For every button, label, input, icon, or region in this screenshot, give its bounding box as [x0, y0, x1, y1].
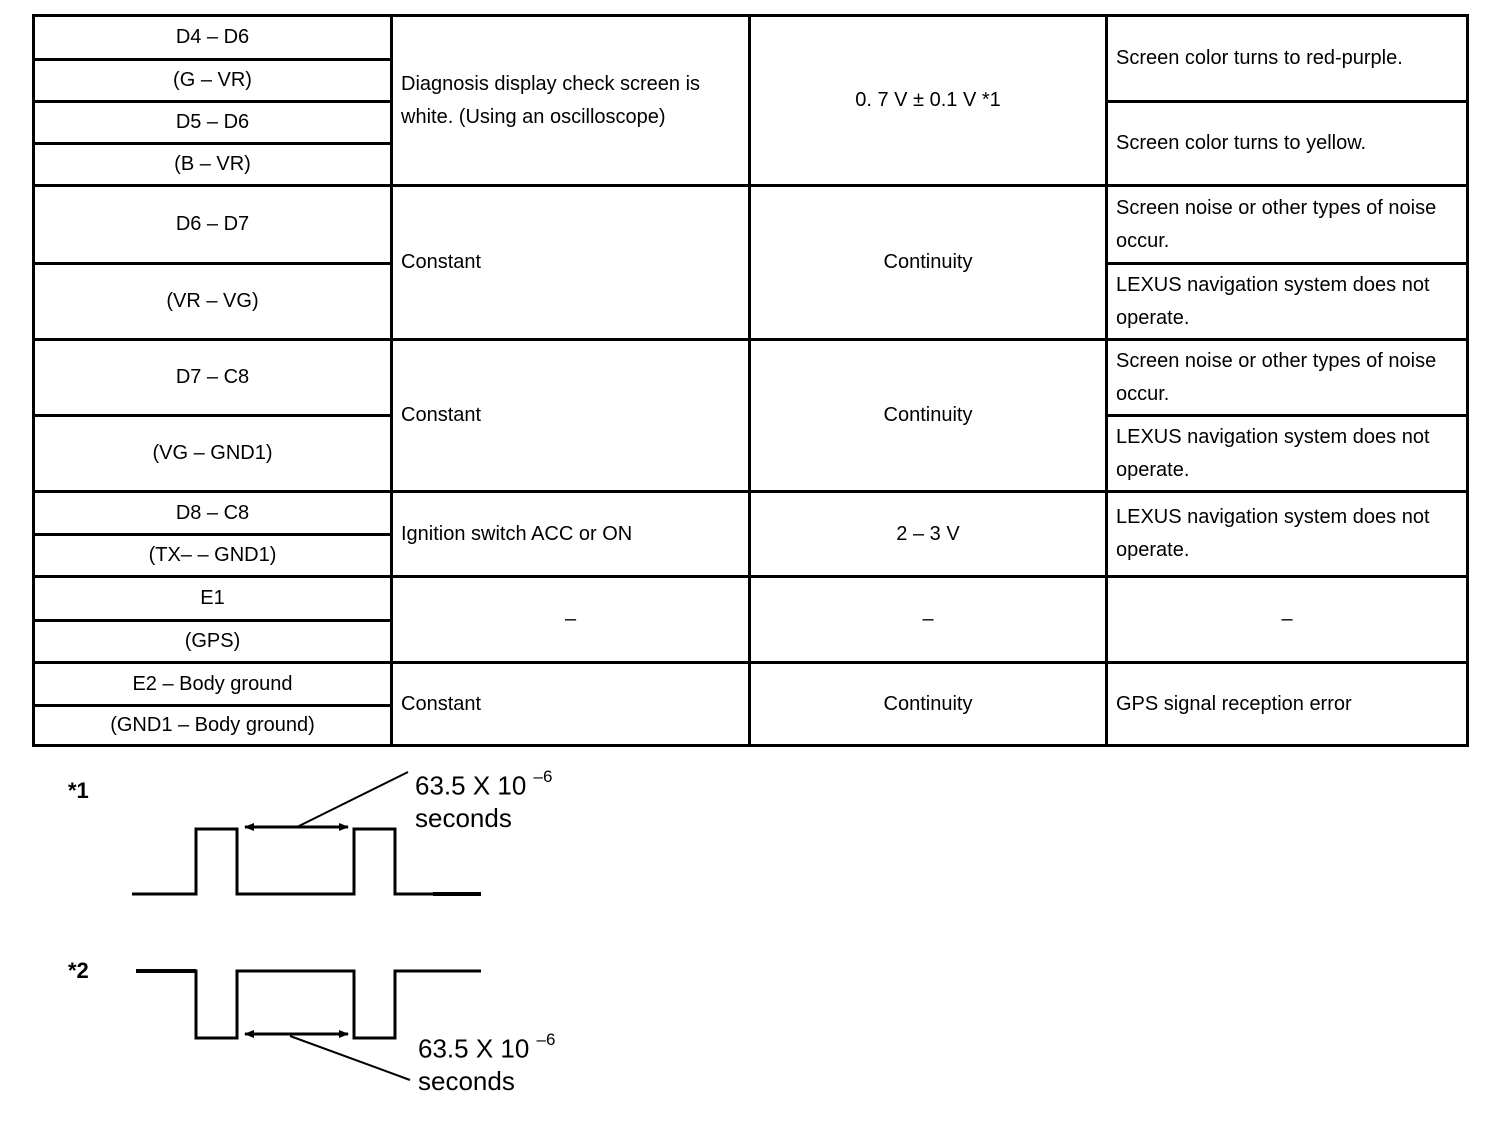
period-exponent: –6 — [536, 1030, 556, 1049]
terminal-cell: D7 – C8 — [34, 340, 392, 416]
terminal-cell: (G – VR) — [34, 60, 392, 102]
leader-line — [290, 1036, 410, 1080]
terminal-cell: D4 – D6 — [34, 16, 392, 60]
period-unit: seconds — [415, 802, 512, 833]
symptom-cell: GPS signal reception error — [1107, 663, 1468, 746]
terminal-cell: (VG – GND1) — [34, 416, 392, 492]
symptom-cell: – — [1107, 577, 1468, 663]
period-value: 63.5 X 10 — [415, 770, 527, 801]
terminal-cell: (TX– – GND1) — [34, 535, 392, 577]
specification-cell: Continuity — [750, 186, 1107, 340]
leader-line — [297, 772, 408, 827]
condition-cell: Ignition switch ACC or ON — [392, 492, 750, 577]
terminal-cell: (GND1 – Body ground) — [34, 706, 392, 746]
footnote-label-2: *2 — [68, 958, 89, 983]
terminal-cell: (GPS) — [34, 621, 392, 663]
specification-cell: Continuity — [750, 663, 1107, 746]
terminal-cell: D5 – D6 — [34, 102, 392, 144]
footnote-label-1: *1 — [68, 778, 89, 803]
period-annotation-2 — [418, 1027, 555, 1097]
terminal-cell: (B – VR) — [34, 144, 392, 186]
symptom-cell: LEXUS navigation system does not operate. — [1107, 416, 1468, 492]
specification-cell: 2 – 3 V — [750, 492, 1107, 577]
symptom-cell: LEXUS navigation system does not operate. — [1107, 264, 1468, 340]
terminal-cell: (VR – VG) — [34, 264, 392, 340]
period-exponent: –6 — [533, 767, 553, 786]
symptom-cell: Screen noise or other types of noise occur. — [1107, 340, 1468, 416]
period-value: 63.5 X 10 — [418, 1033, 530, 1064]
symptom-cell: Screen color turns to red-purple. — [1107, 16, 1468, 102]
pulse-signal-line — [132, 829, 433, 894]
specification-cell: 0. 7 V ± 0.1 V *1 — [750, 16, 1107, 186]
symptom-cell: LEXUS navigation system does not operate. — [1107, 492, 1468, 577]
symptom-cell: Screen color turns to yellow. — [1107, 102, 1468, 186]
terminal-cell: D6 – D7 — [34, 186, 392, 264]
terminal-cell: E1 — [34, 577, 392, 621]
condition-cell: Constant — [392, 340, 750, 492]
specification-cell: – — [750, 577, 1107, 663]
condition-cell: Diagnosis display check screen is white. (Using an oscilloscope) — [392, 16, 750, 186]
condition-cell: Constant — [392, 186, 750, 340]
period-unit: seconds — [418, 1065, 515, 1096]
condition-cell: – — [392, 577, 750, 663]
terminal-cell: D8 – C8 — [34, 492, 392, 535]
specification-cell: Continuity — [750, 340, 1107, 492]
period-annotation-1 — [415, 764, 552, 834]
symptom-cell: Screen noise or other types of noise occur. — [1107, 186, 1468, 264]
terminal-cell: E2 – Body ground — [34, 663, 392, 706]
condition-cell: Constant — [392, 663, 750, 746]
